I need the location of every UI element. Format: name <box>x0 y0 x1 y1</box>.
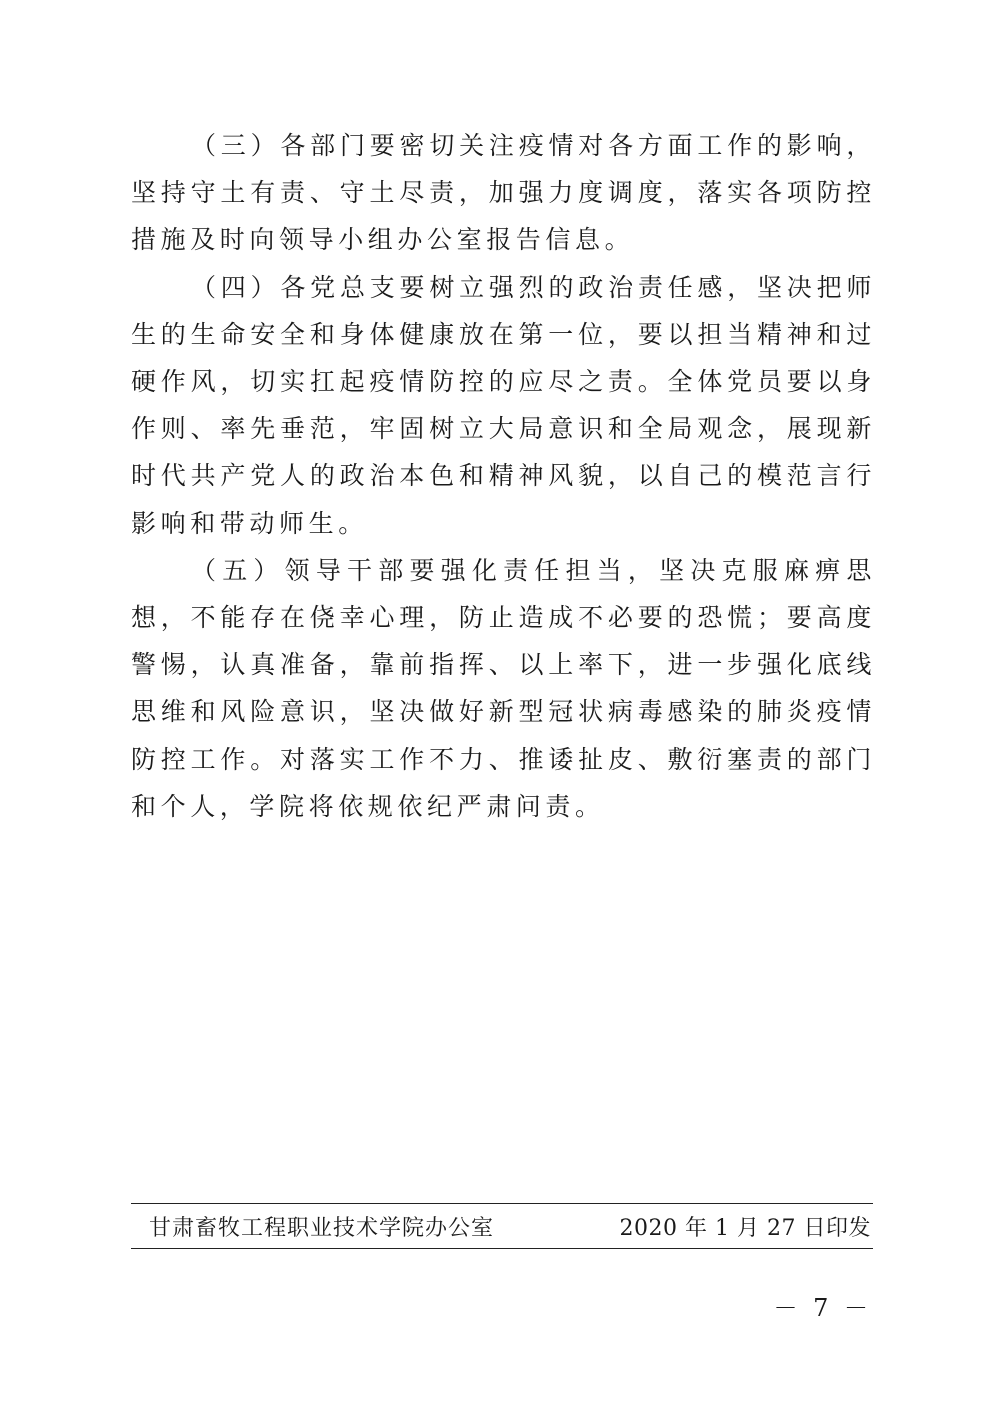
paragraph-section-5: （五）领导干部要强化责任担当，坚决克服麻痹思想，不能存在侥幸心理，防止造成不必要的恐慌；要高度警惕，认真准备，靠前指挥、以上率下，进一步强化底线思维和风险意识，坚决做好新型冠状病毒感染的肺炎疫情防控工作。对落实工作不力、推诿扯皮、敷衍塞责的部门和个人，学院将依规依纪严肃问责。 <box>131 555 876 821</box>
page-number: － 7 － <box>773 1294 872 1322</box>
paragraph-section-3: （三）各部门要密切关注疫情对各方面工作的影响，坚持守土有责、守土尽责，加强力度调度，落实各项防控措施及时向领导小组办公室报告信息。 <box>131 131 876 255</box>
document-body <box>131 122 876 830</box>
imprint-date: 2020 年 1 月 27 日印发 <box>619 1216 871 1241</box>
imprint-block <box>131 1203 873 1250</box>
imprint-top-rule <box>131 1203 873 1204</box>
paragraph-section-4: （四）各党总支要树立强烈的政治责任感，坚决把师生的生命安全和身体健康放在第一位，要以担当精神和过硬作风，切实扛起疫情防控的应尽之责。全体党员要以身作则、率先垂范，牢固树立大局意识和全局观念，展现新时代共产党人的政治本色和精神风貌，以自己的模范言行影响和带动师生。 <box>131 272 876 538</box>
imprint-issuer: 甘肃畜牧工程职业技术学院办公室 <box>149 1216 495 1241</box>
imprint-bottom-rule <box>131 1248 873 1249</box>
